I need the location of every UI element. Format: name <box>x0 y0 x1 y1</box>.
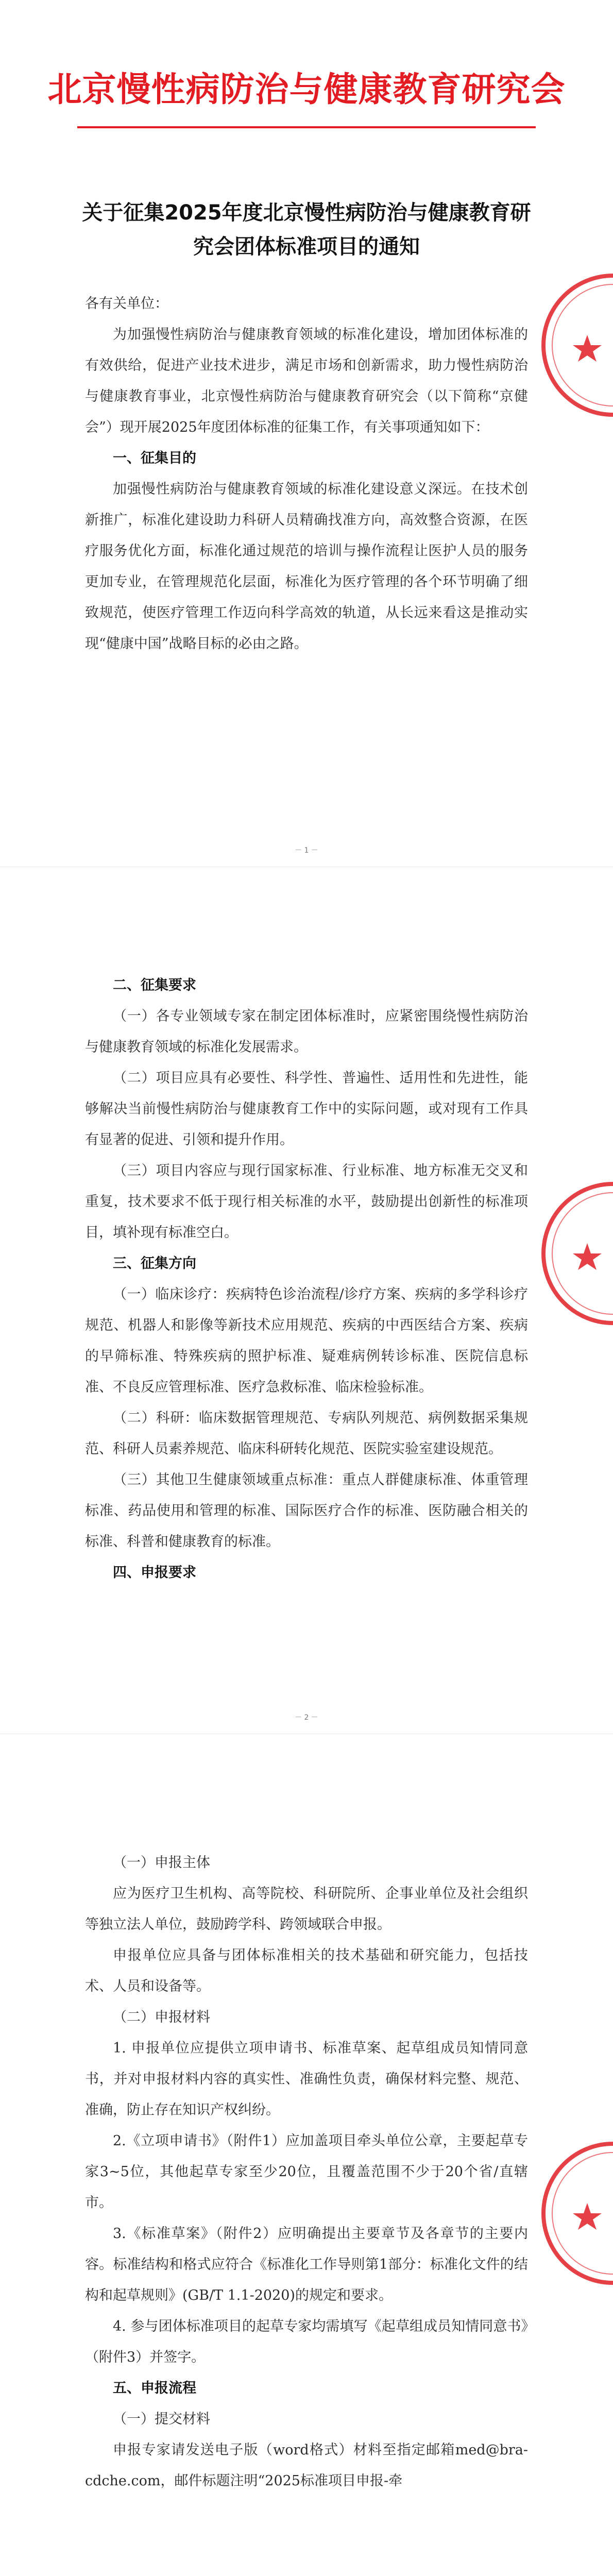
page-2 <box>0 867 613 1734</box>
direction-3: （三）其他卫生健康领域重点标准：重点人群健康标准、体重管理标准、药品使用和管理的标准、国际医疗合作的标准、医防融合相关的标准、科普和健康教育的标准。 <box>85 1472 528 1550</box>
material-item-3: 3.《标准草案》（附件2）应明确提出主要章节及各章节的主要内容。标准结构和格式应符合《标准化工作导则第1部分：标准化文件的结构和起草规则》(GB/T 1.1-2020)的规定和要求。 <box>85 2226 528 2303</box>
letterhead-rule <box>77 126 536 128</box>
section-heading-purpose: 一、征集目的 <box>113 450 196 466</box>
material-item-1: 1. 申报单位应提供立项申请书、标准草案、起草组成员知情同意书，并对申报材料内容的真实性、准确性负责，确保材料完整、规范、准确，防止存在知识产权纠纷。 <box>85 2040 528 2118</box>
section-heading-application: 四、申报要求 <box>113 1565 196 1581</box>
seal-edge-stamp <box>515 268 613 422</box>
section-heading-requirements: 二、征集要求 <box>113 977 196 993</box>
material-item-4: 4. 参与团体标准项目的起草专家均需填写《起草组成员知情同意书》（附件3）并签字。 <box>85 2318 528 2365</box>
section-heading-directions: 三、征集方向 <box>113 1256 196 1272</box>
submit-paragraph: 申报专家请发送电子版（word格式）材料至指定邮箱med@bra-cdche.com，邮件标题注明“2025标准项目申报-牵 <box>85 2442 528 2489</box>
salutation: 各有关单位： <box>85 296 168 312</box>
requirement-2: （二）项目应具有必要性、科学性、普遍性、适用性和先进性，能够解决当前慢性病防治与健康教育工作中的实际问题，或对现有工作具有显著的促进、引领和提升作用。 <box>85 1070 528 1148</box>
subheading-submit: （一）提交材料 <box>113 2411 210 2427</box>
subheading-applicant: （一）申报主体 <box>113 1855 210 1871</box>
document-title: 关于征集2025年度北京慢性病防治与健康教育研究会团体标准项目的通知 <box>82 201 531 259</box>
page-1 <box>0 0 613 867</box>
requirement-1: （一）各专业领域专家在制定团体标准时，应紧密围绕慢性病防治与健康教育领域的标准化发展需求。 <box>85 1008 528 1055</box>
page-3-body <box>85 1848 528 2497</box>
requirement-3: （三）项目内容应与现行国家标准、行业标准、地方标准无交叉和重复，技术要求不低于现行相关标准的水平，鼓励提出创新性的标准项目，填补现有标准空白。 <box>85 1163 528 1241</box>
applicant-paragraph-1: 应为医疗卫生机构、高等院校、科研院所、企事业单位及社会组织等独立法人单位，鼓励跨学科、跨领域联合申报。 <box>85 1886 528 1933</box>
seal-edge-stamp <box>515 2136 613 2291</box>
organization-letterhead: 北京慢性病防治与健康教育研究会 <box>47 70 566 109</box>
page-2-body <box>85 970 528 1588</box>
section-heading-process: 五、申报流程 <box>113 2380 196 2396</box>
page-number: － 1 － <box>295 846 318 855</box>
direction-1: （一）临床诊疗：疾病特色诊治流程/诊疗方案、疾病的多学科诊疗规范、机器人和影像等新技术应用规范、疾病的中西医结合方案、疾病的早筛标准、特殊疾病的照护标准、疑难病例转诊标准、医院信息标准、不良反应管理标准、医疗急救标准、临床检验标准。 <box>85 1286 528 1395</box>
page-3 <box>0 1734 613 2576</box>
subheading-materials: （二）申报材料 <box>113 2009 210 2025</box>
purpose-paragraph: 加强慢性病防治与健康教育领域的标准化建设意义深远。在技术创新推广，标准化建设助力科研人员精确找准方向，高效整合资源，在医疗服务优化方面，标准化通过规范的培训与操作流程让医护人员的服务更加专业，在管理规范化层面，标准化为医疗管理的各个环节明确了细致规范，使医疗管理工作迈向科学高效的轨道，从长远来看这是推动实现“健康中国”战略目标的必由之路。 <box>85 481 528 652</box>
seal-edge-stamp <box>515 1176 613 1331</box>
page-1-body <box>85 289 528 659</box>
material-item-2: 2.《立项申请书》（附件1）应加盖项目牵头单位公章，主要起草专家3~5位，其他起草专家至少20位，且覆盖范围不少于20个省/直辖市。 <box>85 2133 528 2211</box>
intro-paragraph: 为加强慢性病防治与健康教育领域的标准化建设，增加团体标准的有效供给，促进产业技术进步，满足市场和创新需求，助力慢性病防治与健康教育事业，北京慢性病防治与健康教育研究会（以下简称“京健会”）现开展2025年度团体标准的征集工作，有关事项通知如下： <box>85 327 528 435</box>
direction-2: （二）科研：临床数据管理规范、专病队列规范、病例数据采集规范、科研人员素养规范、临床科研转化规范、医院实验室建设规范。 <box>85 1410 528 1457</box>
page-number: － 2 － <box>295 1714 318 1722</box>
applicant-paragraph-2: 申报单位应具备与团体标准相关的技术基础和研究能力，包括技术、人员和设备等。 <box>85 1947 528 1994</box>
